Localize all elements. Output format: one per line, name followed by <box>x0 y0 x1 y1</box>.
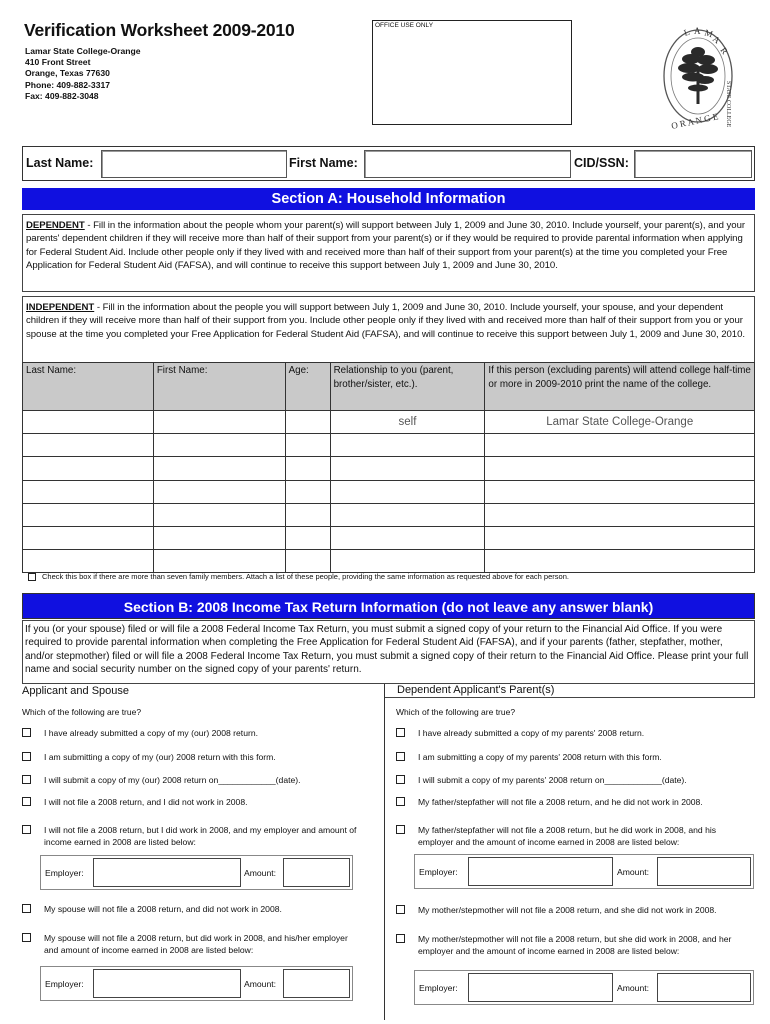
cell-first-name[interactable] <box>153 434 285 457</box>
checkbox[interactable] <box>22 933 31 942</box>
svg-text:M: M <box>703 27 715 40</box>
cell-age[interactable] <box>285 550 330 573</box>
parent-option-1[interactable]: I have already submitted a copy of my parents' 2008 return. <box>396 727 756 741</box>
cell-relationship[interactable] <box>330 480 485 503</box>
spouse-employer-row <box>40 966 353 1001</box>
office-use-label: OFFICE USE ONLY <box>375 22 434 29</box>
spouse-amount-field[interactable] <box>283 969 350 998</box>
section-b-instructions: If you (or your spouse) filed or will file a 2008 Federal Income Tax Return, you must submit a signed copy of your return to the Financial Aid Office. If you were required to provide parental information when completing the Free Application for Federal Student Aid (FAFSA), and if your parents (father, stepfather, mother, and/or stepmother) filed or will file a 2008 Federal Income Tax Return, you must submit a signed copy of their return to the Financial Aid Office. Please print your full name and social security number on the signed copy of your parents' return. <box>22 620 755 684</box>
applicant-option-3[interactable]: I will submit a copy of my (our) 2008 return on____________(date). <box>22 774 377 788</box>
checkbox[interactable] <box>22 752 31 761</box>
cell-last-name[interactable] <box>23 550 154 573</box>
worksheet-title: Verification Worksheet 2009-2010 <box>24 20 295 40</box>
section-b-header: Section B: 2008 Income Tax Return Information (do not leave any answer blank) <box>22 593 755 619</box>
cell-last-name[interactable] <box>23 434 154 457</box>
cell-first-name[interactable] <box>153 457 285 480</box>
applicant-option-6[interactable]: My spouse will not file a 2008 return, and did not work in 2008. <box>22 903 377 917</box>
svg-text:O R A N G E: O R A N G E <box>670 111 720 131</box>
student-name-bar <box>22 146 755 181</box>
office-use-box <box>372 20 572 125</box>
employer-label: Employer: <box>45 868 84 878</box>
column-divider <box>384 684 385 1020</box>
cell-first-name[interactable] <box>153 550 285 573</box>
applicant-option-2[interactable]: I am submitting a copy of my (our) 2008 return with this form. <box>22 751 377 765</box>
cell-last-name[interactable] <box>23 526 154 549</box>
amount-label: Amount: <box>244 979 277 989</box>
applicant-option-4[interactable]: I will not file a 2008 return, and I did not work in 2008. <box>22 796 377 810</box>
cell-age[interactable] <box>285 526 330 549</box>
mother-amount-field[interactable] <box>657 973 751 1002</box>
amount-label: Amount: <box>617 983 650 993</box>
cid-ssn-label: CID/SSN: <box>574 156 629 170</box>
extra-members-checkbox[interactable] <box>28 573 36 581</box>
cell-college[interactable] <box>485 526 755 549</box>
checkbox[interactable] <box>396 905 405 914</box>
applicant-option-1[interactable]: I have already submitted a copy of my (our) 2008 return. <box>22 727 377 741</box>
checkbox[interactable] <box>396 728 405 737</box>
last-name-field[interactable] <box>101 150 287 178</box>
first-name-field[interactable] <box>364 150 571 178</box>
independent-text: - Fill in the information about the people you will support between July 1, 2009 and June 30, 2010. Include yourself, your spouse, and your dependent children if they will receive more than half of their support from you. Include other people only if they lived with and received more than half of their support from you or your spouse at the time you completed your Free Application for Federal Student Aid (FAFSA), and will continue to receive this support between July 1, 2009 and June 30, 2010. <box>26 302 745 340</box>
checkbox[interactable] <box>22 825 31 834</box>
cell-age[interactable] <box>285 411 330 434</box>
applicant-option-5[interactable]: I will not file a 2008 return, but I did work in 2008, and my employer and amount of income earned in 2008 are listed below: <box>22 824 377 850</box>
parent-option-2[interactable]: I am submitting a copy of my parents' 2008 return with this form. <box>396 751 756 765</box>
parent-option-5[interactable]: My father/stepfather will not file a 2008 return, but he did work in 2008, and his employer and the amount of income earned in 2008 are listed below: <box>396 824 756 850</box>
cell-age[interactable] <box>285 480 330 503</box>
col-age: Age: <box>285 363 330 411</box>
checkbox[interactable] <box>396 797 405 806</box>
checkbox[interactable] <box>22 775 31 784</box>
svg-text:A: A <box>710 33 723 46</box>
table-row <box>23 550 755 573</box>
independent-heading: INDEPENDENT <box>26 302 95 313</box>
col-first-name: First Name: <box>153 363 285 411</box>
cell-first-name[interactable] <box>153 411 285 434</box>
last-name-label: Last Name: <box>26 156 94 170</box>
applicant-question: Which of the following are true? <box>22 707 142 717</box>
cell-relationship[interactable] <box>330 526 485 549</box>
parents-heading: Dependent Applicant's Parent(s) <box>384 684 755 698</box>
cell-college[interactable] <box>485 434 755 457</box>
cell-relationship[interactable] <box>330 503 485 526</box>
extra-members-text: Check this box if there are more than seven family members. Attach a list of these people, providing the same information as requested above for each person. <box>42 572 569 581</box>
parent-option-6[interactable]: My mother/stepmother will not file a 2008 return, and she did not work in 2008. <box>396 904 761 918</box>
household-table-header <box>23 363 755 411</box>
parent-option-4[interactable]: My father/stepfather will not file a 2008 return, and he did not work in 2008. <box>396 796 756 810</box>
cid-ssn-field[interactable] <box>634 150 752 178</box>
cell-age[interactable] <box>285 434 330 457</box>
extra-members-note <box>28 572 569 581</box>
father-employer-row <box>414 854 754 889</box>
table-row <box>23 411 755 434</box>
cell-age[interactable] <box>285 503 330 526</box>
cell-relationship[interactable] <box>330 550 485 573</box>
checkbox[interactable] <box>396 934 405 943</box>
svg-text:A: A <box>694 26 701 36</box>
table-row <box>23 457 755 480</box>
checkbox[interactable] <box>396 825 405 834</box>
parent-option-3[interactable]: I will submit a copy of my parents' 2008 return on____________(date). <box>396 774 756 788</box>
college-address: Lamar State College-Orange 410 Front Street Orange, Texas 77630 Phone: 409-882-3317 Fax: 409-882-3048 <box>25 46 141 101</box>
employer-label: Employer: <box>419 867 458 877</box>
cell-last-name[interactable] <box>23 411 154 434</box>
amount-label: Amount: <box>244 868 277 878</box>
cell-college[interactable] <box>485 550 755 573</box>
applicant-employer-row <box>40 855 353 890</box>
cell-last-name[interactable] <box>23 503 154 526</box>
employer-label: Employer: <box>45 979 84 989</box>
dependent-heading: DEPENDENT <box>26 220 85 231</box>
table-row <box>23 503 755 526</box>
svg-text:L: L <box>682 26 691 38</box>
father-employer-field[interactable] <box>468 857 613 886</box>
cell-last-name[interactable] <box>23 480 154 503</box>
employer-label: Employer: <box>419 983 458 993</box>
cell-relationship[interactable]: self <box>330 411 485 434</box>
independent-instructions <box>22 296 755 364</box>
mother-employer-row <box>414 970 754 1005</box>
cell-college[interactable] <box>485 457 755 480</box>
mother-employer-field[interactable] <box>468 973 613 1002</box>
checkbox[interactable] <box>396 752 405 761</box>
section-a-header: Section A: Household Information <box>22 188 755 210</box>
amount-label: Amount: <box>617 867 650 877</box>
spouse-employer-field[interactable] <box>93 969 241 998</box>
checkbox[interactable] <box>22 904 31 913</box>
checkbox[interactable] <box>396 775 405 784</box>
svg-text:STATE COLLEGE: STATE COLLEGE <box>725 81 731 128</box>
table-row <box>23 434 755 457</box>
table-row <box>23 480 755 503</box>
checkbox[interactable] <box>22 728 31 737</box>
cell-last-name[interactable] <box>23 457 154 480</box>
col-college: If this person (excluding parents) will attend college half-time or more in 2009-2010 print the name of the college. <box>485 363 755 411</box>
dependent-text: - Fill in the information about the people whom your parent(s) will support between July 1, 2009 and June 30, 2010. Include yourself, your parent(s), and your parents' dependent children if they will receive more than half of their support from your parent(s) or if they would be required to provide parental information when applying for Federal Student Aid. Include other people only if they lived with and received more than half of their support from your parent(s) at the time you completed your Free Application for Federal Student Aid (FAFSA), and will continue to receive this support between July 1, 2009 and June 30, 2010. <box>26 220 745 271</box>
dependent-instructions <box>22 214 755 292</box>
cell-first-name[interactable] <box>153 526 285 549</box>
svg-text:R: R <box>718 45 731 57</box>
col-relationship: Relationship to you (parent, brother/sister, etc.). <box>330 363 485 411</box>
first-name-label: First Name: <box>289 156 358 170</box>
father-amount-field[interactable] <box>657 857 751 886</box>
cell-relationship[interactable] <box>330 434 485 457</box>
applicant-spouse-heading: Applicant and Spouse <box>22 685 130 697</box>
table-row <box>23 526 755 549</box>
col-last-name: Last Name: <box>23 363 154 411</box>
college-seal-logo <box>660 26 736 136</box>
parents-question: Which of the following are true? <box>396 707 516 717</box>
cell-relationship[interactable] <box>330 457 485 480</box>
household-table <box>22 362 755 573</box>
applicant-amount-field[interactable] <box>283 858 350 887</box>
cell-college[interactable] <box>485 480 755 503</box>
parent-option-7[interactable]: My mother/stepmother will not file a 2008 return, but she did work in 2008, and her employer and the amount of income earned in 2008 are listed below: <box>396 933 756 971</box>
cell-first-name[interactable] <box>153 480 285 503</box>
checkbox[interactable] <box>22 797 31 806</box>
cell-college[interactable] <box>485 503 755 526</box>
cell-first-name[interactable] <box>153 503 285 526</box>
applicant-employer-field[interactable] <box>93 858 241 887</box>
cell-age[interactable] <box>285 457 330 480</box>
applicant-option-7[interactable]: My spouse will not file a 2008 return, but did work in 2008, and his/her employer and amount of income earned in 2008 are listed below: <box>22 932 377 958</box>
cell-college[interactable]: Lamar State College-Orange <box>485 411 755 434</box>
